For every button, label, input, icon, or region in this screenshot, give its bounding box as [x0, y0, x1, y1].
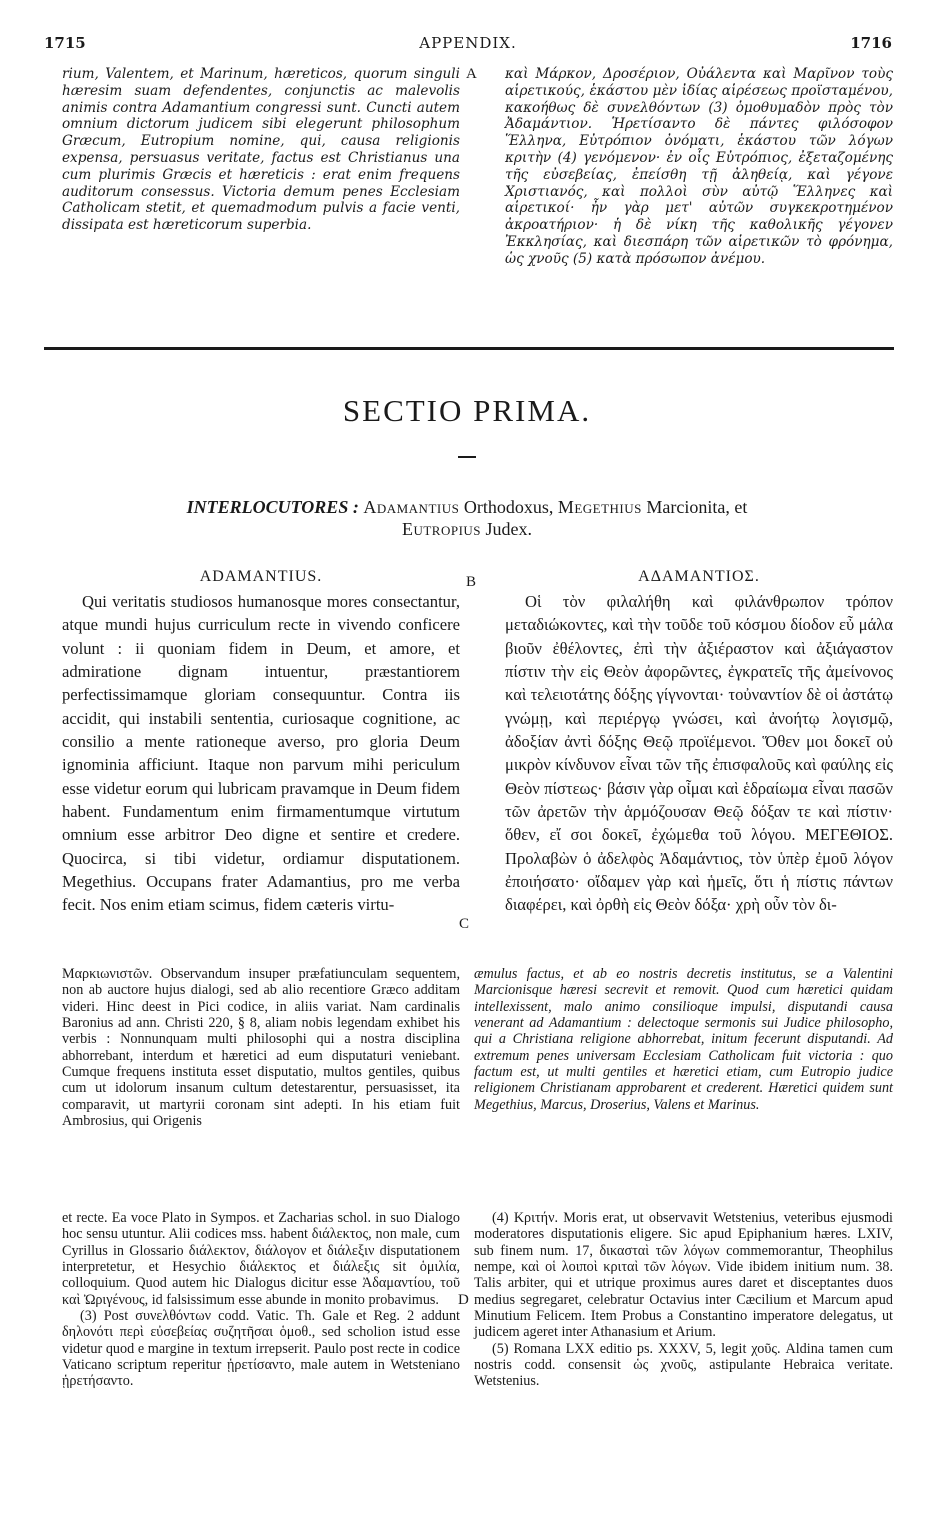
main-latin-column: Qui veritatis studiosos humanosque mores consectantur, atque mundi hujus curriculum recte in vivendo conficere volunt : ii quoniam fidem in Deum, et amore, et admiratione dignam intuentur, præstantiorem perfectissimamque gloriam consequuntur. Contra iis accidit, qui instabili sententia, curiosaque cognitione, ac consilio a mente rationeque averso, pro gloria Deum ignominia afficiunt. Itaque non parvum mihi periculum esse videtur eorum qui lubricam pravamque in Deum fidem habent. Fundamentum enim firmamentumque virtutum omnium esse arbitror Deo digne et sentire et credere. Quocirca, si tibi videtur, ordiamur disputationem. Megethius. Occupans frater Adamantius, pro me verba fecit. Nos enim etiam scimus, fidem cæteris virtu- — [62, 592, 460, 915]
note-right-1: æmulus factus, et ab eo nostris decretis institutus, se a Valentini Marcionisque hæresi secrevit et removit. Quod cum hæretici quidam intellexissent, malo animo consilioque impulsi, disputandi causa venerant ad Adamantium : delectoque sermonis sui Judice philosopho, qui a Christiana religione abhorrebat, initum fecerunt disputandi. Ad extremum penes universam Ecclesiam Catholicam fuit victoria : quo factum est, ut multi gentiles et hæretici etiam, cum Eutropio judice religionem Christianam approbarent et crederent. Hæretici quidem sunt Megethius, Marcus, Droserius, Valens et Marinus. — [474, 966, 893, 1113]
interlocutor-role-2: Marcionita, et — [641, 497, 748, 517]
top-latin-column: rium, Valentem, et Marinum, hæreticos, quorum singuli hæresim suam defendentes, conjunctis ac malevolis animis contra Adamantium congressi sunt. Cuncti autem omnium dictorum judicem sibi elegerunt philosophum Græcum, Eutropium nomine, qui, causa religionis expensa, persuasus veritate, factus est Christianus una cum plurimis Græcis et hæreticis : erat enim frequens auditorum consessus. Victoria demum penes Ecclesiam Catholicam stetit, et quemadmodum pulvis a facie venti, dissipata est hæreticorum superbia. — [62, 66, 460, 234]
margin-marker-c: C — [459, 916, 470, 932]
interlocutor-role-1: Orthodoxus, — [459, 497, 558, 517]
interlocutors-label: INTERLOCUTORES : — [186, 497, 359, 517]
main-greek-column: Οἱ τὸν φιλαλήθη καὶ φιλάνθρωπον τρόπον μεταδιώκοντες, καὶ τὴν τοῦδε τοῦ κόσμου δίοδον εὖ μάλα βιοῦν ἐθέλοντες, ἐπὶ τὴν ἀξιέραστον καὶ ἀξιάγαστον πίστιν τὴν εἰς Θεὸν ἀφορῶντες, ἐγκρατεῖς τῆς ἀμείνονος καὶ τελειοτάτης δόξης γίγνονται· τοὐναντίον δὲ οἱ ἀστάτῳ γνώμῃ, καὶ περιέργῳ γνώσει, καὶ ἀνοήτῳ λογισμῷ, ἀδοξίαν ἀντὶ δόξης Θεῷ προϊέμενοι. Ὅθεν μοι δοκεῖ οὐ μικρὸν κίνδυνον εἶναι τῶν τῆς ἐπισφαλοῦς καὶ φαύλης εἰς Θεὸν πίστεως· βάσιν γὰρ οἶμαι καὶ ἑδραίωμα εἶναι πασῶν τῶν ἀρετῶν τὴν ἁρμόζουσαν Θεῷ δόξαν τε καὶ πίστιν· ὅθεν, εἴ σοι δοκεῖ, ἐχώμεθα τοῦ λόγου. ΜΕΓΕΘΙΟΣ. Προλαβὼν ὁ ἀδελφὸς Ἀδαμάντιος, τὸν ὑπὲρ ἐμοῦ λόγον ἐποιήσατο· οἴδαμεν γὰρ καὶ ἡμεῖς, ὅτι ἡ πίστις πάντων διαφέρει, καὶ ὀρθὴ εἰς Θεὸν δόξα· χρὴ οὖν τὸν δι- — [505, 592, 893, 915]
title-dash — [458, 456, 476, 458]
note-4: (4) Κριτήν. Moris erat, ut observavit Wetstenius, veteribus ejusmodi moderatores disputationis eligere. Sic apud Epiphanium hæres. LXIV, sub finem num. 17, δικασταὶ τῶν λόγων commemorantur, Theophilus nempe, καὶ οἱ λοιποὶ κριταὶ τῶν λόγων. Vide ibidem initium num. 38. Talis arbiter, qui et utrique proximus aures daret et disceptantes duos medius segregaret, celebratur Octavius inter Cæcilium et Marcum apud Minutium Felicem. Item Probus a Constantino imperatore delegatus, ut judicem ageret inter Athanasium et Arium. — [474, 1210, 893, 1341]
margin-marker-a: A — [466, 66, 477, 82]
interlocutors-line — [60, 496, 874, 540]
margin-marker-d: D — [458, 1292, 469, 1308]
notes-left-column — [62, 1210, 460, 1390]
latin-speaker-heading: ADAMANTIUS. — [199, 568, 323, 585]
page-number-left: 1715 — [44, 34, 86, 52]
note-continued-2: et recte. Ea voce Plato in Sympos. et Zacharias schol. in suo Dialogo hoc sensu utuntur. Alii codices mss. habent διάλεκτος, non male, cum Cyrillus in Glossario διάλεκτον, διάλογον et διάλεξιν disputationem interpretetur, et Hesychio διάλεκτος et διάλεξις sit ὁμιλία, colloquium. Quod autem hic Dialogus dicitur esse Ἀδαμαντίου, τοῦ καὶ Ὠριγένους, id falsissimum esse abunde in monito probavimus. — [62, 1210, 460, 1308]
section-title: SECTIO PRIMA. — [342, 393, 592, 428]
running-title: APPENDIX. — [419, 34, 517, 52]
separator-rule — [44, 347, 894, 350]
notes-right-column — [474, 1210, 893, 1390]
interlocutor-name-1: Adamantius — [363, 497, 460, 517]
top-greek-column: καὶ Μάρκον, Δροσέριον, Οὐάλεντα καὶ Μαρῖνον τοὺς αἱρετικούς, ἑκάστου μὲν ἰδίας αἱρέσεως προϊσταμένου, κακοήθως δὲ συνελθόντων (3) ὁμοθυμαδὸν πρὸς τὸν Ἀδαμάντιον. Ἡρετίσαντο δὲ πάντες φιλόσοφον Ἕλληνα, Εὐτρόπιον ὀνόματι, ἑκάστου τῶν λόγων κριτὴν (4) γενόμενον· ἐν οἷς Εὐτρόπιος, ἐξεταζομένης τῆς εὐσεβείας, ἐπείσθη τῇ ἀληθείᾳ, καὶ γέγονε Χριστιανός, καὶ πολλοὶ σὺν αὐτῷ Ἕλληνες καὶ αἱρετικοί· ἦν γὰρ μετ' αὐτῶν συγκεκροτημένον ἀκροατήριον· ἡ δὲ νίκη τῆς καθολικῆς γέγονεν Ἐκκλησίας, καὶ διεσπάρη τῶν αἱρετικῶν τὸ φρόνημα, ὡς χνοῦς (5) κατὰ πρόσωπον ἀνέμου. — [505, 66, 893, 267]
margin-marker-b: B — [466, 574, 477, 590]
note-left-1: Μαρκιωνιστῶν. Observandum insuper præfatiunculam sequentem, non ab auctore hujus dialogi, sed ab alio recentiore Græco additam videri. Hinc deest in Pici codice, in aliis variat. Nam cardinalis Baronius ad ann. Christi 220, § 8, aliam nobis legendam exhibet his verbis : Nonnunquam multi philosophi qui a nostra disciplina abhorrebant, interdum et hæretici ad eum disputaturi veniebant. Cumque frequens instituta esset disputatio, multos gentiles, quibus cum ut idolorum insanum cultum detestarentur, persuasisset, ita comparavit, ut martyrii coronam sint adepti. In his etiam fuit Ambrosius, qui Origenis — [62, 966, 460, 1130]
interlocutor-role-3: Judex. — [481, 519, 533, 539]
greek-speaker-heading: ΑΔΑΜΑΝΤΙΟΣ. — [638, 568, 760, 585]
page-number-right: 1716 — [850, 34, 892, 52]
page-header — [44, 34, 892, 56]
note-5: (5) Romana LXX editio ps. XXXV, 5, legit χοῦς. Aldina tamen cum nostris codd. consensit ὡς χνοῦς, astipulante Hebraica veritate. Wetstenius. — [474, 1340, 893, 1390]
interlocutor-name-3: Eutropius — [401, 519, 482, 539]
note-3: (3) Post συνελθόντων codd. Vatic. Th. Gale et Reg. 2 addunt δηλονότι περὶ εὐσεβείας συζητῆσαι ὁμοθ., sed scholion istud esse videtur quod e margine in textum irrepserit. Paulo post recte in codice Vaticano scriptum reperitur ᾑρετίσαντο, male autem in Wetsteniano ᾑρετήσαντο. — [62, 1308, 460, 1390]
interlocutor-name-2: Megethius — [557, 497, 642, 517]
